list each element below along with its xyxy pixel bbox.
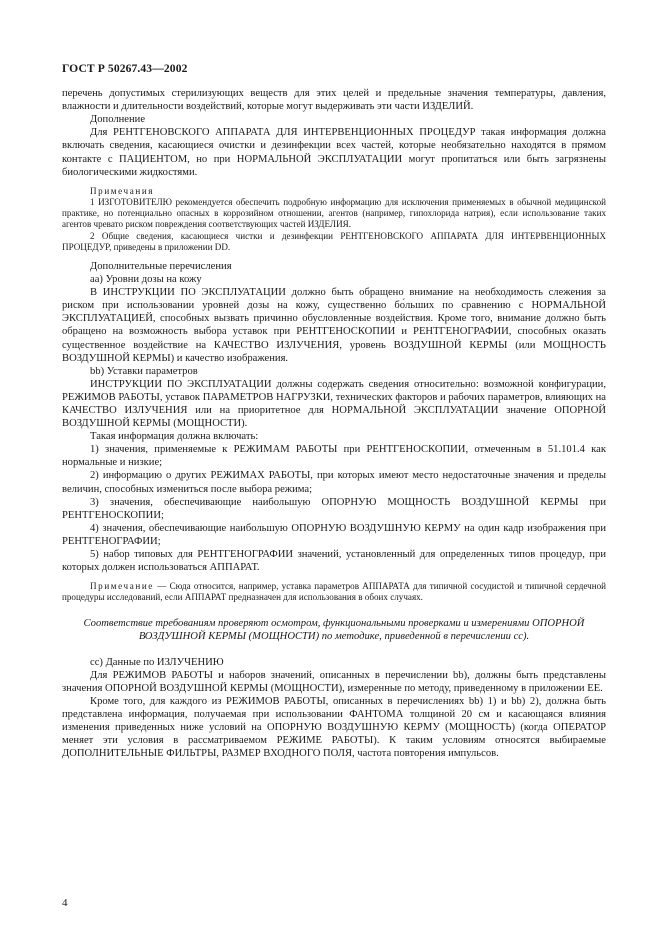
item-bb-4: 4) значения, обеспечивающие наибольшую ОПОРНУЮ ВОЗДУШНУЮ КЕРМУ на один кадр изображения при РЕНТГЕНОГРАФИИ;: [62, 522, 606, 547]
item-bb-include: Такая информация должна включать:: [90, 431, 259, 443]
note-1: 1 ИЗГОТОВИТЕЛЮ рекомендуется обеспечить подробную информацию для исключения применяемых в обычной медицинской практике, но потенциально опасных в коррозийном отношении, агентов (например, гипохлорида натрия), если использование таких агентов чревато риском повреждения соответствующих частей ИЗДЕЛИЯ.: [62, 196, 606, 230]
note-3-label: Примечание: [90, 581, 154, 592]
note-2: 2 Общие сведения, касающиеся чистки и дезинфекции РЕНТГЕНОВСКОГО АППАРАТА ДЛЯ ИНТЕРВЕНЦИОННЫХ ПРОЦЕДУР, приведены в приложении DD.: [62, 230, 606, 252]
notes-title: Примечания: [90, 185, 155, 196]
item-cc-additional: Кроме того, для каждого из РЕЖИМОВ РАБОТЫ, описанных в перечислениях bb) 1) и bb) 2), должна быть представлена информация, получаемая при использовании ФАНТОМА толщиной 20 см и касающаяся влияния изменения приведенных ниже условий на ОПОРНУЮ ВОЗДУШНУЮ КЕРМУ (МОЩНОСТЬ) (когда ОПЕРАТОР меняет эти условия в рассматриваемом РЕЖИМЕ РАБОТЫ). К таким условиям относятся выбираемые ДОПОЛНИТЕЛЬНЫЕ ФИЛЬТРЫ, РАЗМЕР ВХОДНОГО ПОЛЯ, частота повторения импульсов.: [62, 696, 606, 760]
paragraph-additional-items: Дополнительные перечисления: [90, 260, 232, 272]
item-bb-2: 2) информацию о других РЕЖИМАХ РАБОТЫ, при которых имеют место недостаточные значения и пределы величин, способных измениться после выбора режима;: [62, 470, 606, 495]
paragraph-sterilization-list: перечень допустимых стерилизующих веществ для этих целей и предельные значения температуры, давления, влажности и длительности воздействий, которые могут выдерживать эти части ИЗДЕЛИЙ.: [62, 88, 606, 113]
item-bb-title: bb) Уставки параметров: [90, 365, 198, 377]
item-aa-text: В ИНСТРУКЦИИ ПО ЭКСПЛУАТАЦИИ должно быть обращено внимание на необходимость слежения за риском при использовании уровней дозы на кожу, существенно бо́льших по сравнению с НОРМАЛЬНОЙ ЭКСПЛУАТАЦИЕЙ, способных вызвать причинно обусловленные воздействия. Кроме того, внимание должно быть обращено на возможность выбора уставок при РЕНТГЕНОСКОПИИ и РЕНТГЕНОГРАФИИ, способных оказать существенное воздействие на КАЧЕСТВО ИЗЛУЧЕНИЯ, уровень ВОЗДУШНОЙ КЕРМЫ (или МОЩНОСТЬ ВОЗДУШНОЙ КЕРМЫ) и качество изображения.: [62, 287, 606, 364]
document-header: ГОСТ Р 50267.43—2002: [62, 62, 188, 75]
note-3: [62, 581, 606, 603]
compliance-statement: Соответствие требованиям проверяют осмотром, функциональными проверками и измерениями ОПОРНОЙ ВОЗДУШНОЙ КЕРМЫ (МОЩНОСТИ) по методике, приведенной в перечислении cc).: [83, 617, 585, 642]
note-3-text: — Сюда относится, например, уставка параметров АППАРАТА для типичной сосудистой и типичной сердечной процедуры исследований, если АППАРАТ предназначен для использования в обоих случаях.: [62, 581, 606, 603]
paragraph-addition-label: Дополнение: [90, 114, 146, 126]
document-page: [62, 62, 606, 761]
paragraph-interventional-info: Для РЕНТГЕНОВСКОГО АППАРАТА ДЛЯ ИНТЕРВЕНЦИОННЫХ ПРОЦЕДУР такая информация должна включать сведения, касающиеся очистки и дезинфекции всех частей, которые необязательно находятся в прямом контакте с ПАЦИЕНТОМ, но при НОРМАЛЬНОЙ ЭКСПЛУАТАЦИИ могут пропитаться или быть загрязнены биологическими жидкостями.: [62, 127, 606, 178]
item-bb-text: ИНСТРУКЦИИ ПО ЭКСПЛУАТАЦИИ должны содержать сведения относительно: возможной конфигурации, РЕЖИМОВ РАБОТЫ, уставок ПАРАМЕТРОВ НАГРУЗКИ, технических факторов и рабочих параметров, влияющих на КАЧЕСТВО ИЗЛУЧЕНИЯ или на приоритетное для НОРМАЛЬНОЙ ЭКСПЛУАТАЦИИ значение ОПОРНОЙ ВОЗДУШНОЙ КЕРМЫ (МОЩНОСТИ).: [62, 378, 606, 430]
item-aa-title: аа) Уровни дозы на кожу: [90, 274, 202, 286]
item-bb-3: 3) значения, обеспечивающие наибольшую ОПОРНУЮ МОЩНОСТЬ ВОЗДУШНОЙ КЕРМЫ при РЕНТГЕНОСКОПИИ;: [62, 496, 606, 521]
item-cc-title: cc) Данные по ИЗЛУЧЕНИЮ: [90, 656, 224, 668]
item-cc-text: Для РЕЖИМОВ РАБОТЫ и наборов значений, описанных в перечислении bb), должны быть представлены значения ОПОРНОЙ ВОЗДУШНОЙ КЕРМЫ (МОЩНОСТИ), измеренные по методу, приведенному в приложении ЕЕ.: [62, 669, 606, 694]
item-bb-1: 1) значения, применяемые к РЕЖИМАМ РАБОТЫ при РЕНТГЕНОСКОПИИ, отмеченным в 51.101.4 как нормальные и низкие;: [62, 444, 606, 469]
item-bb-5: 5) набор типовых для РЕНТГЕНОГРАФИИ значений, установленный для определенных типов процедур, при которых должен использоваться АППАРАТ.: [62, 549, 606, 574]
page-number: 4: [62, 897, 68, 909]
